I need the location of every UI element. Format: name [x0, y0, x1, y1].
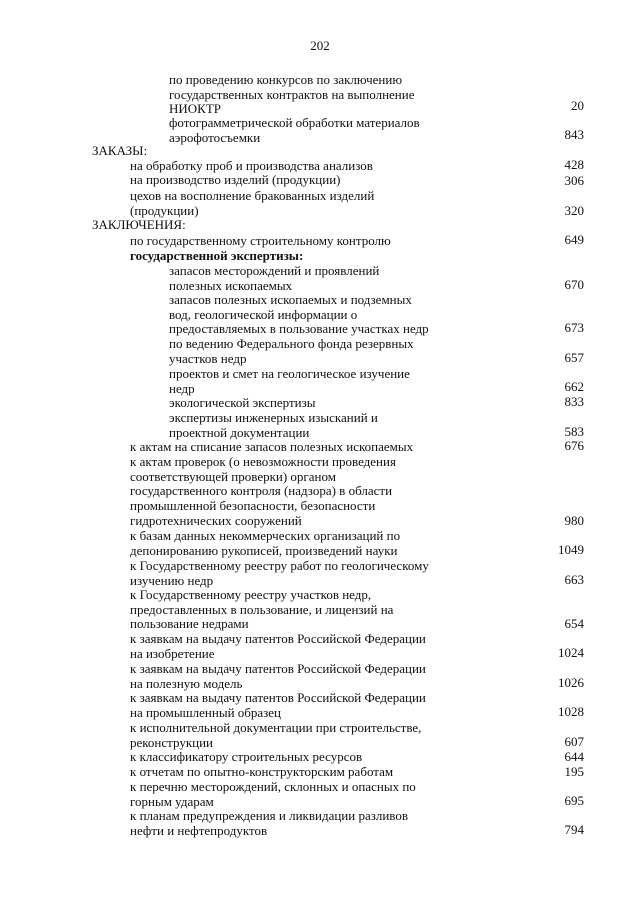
- entry-text-line: пользование недрами: [130, 616, 249, 632]
- entry-text-line: предоставляемых в пользование участках недр: [169, 321, 429, 337]
- entry-page-number: 654: [564, 616, 584, 631]
- entry-page-number: 662: [564, 379, 584, 394]
- entry-text-line: экспертизы инженерных изысканий и: [169, 410, 378, 425]
- entry-text-line: (продукции): [130, 202, 199, 218]
- entry-page-number: 428: [564, 157, 584, 172]
- entry-text-line: по проведению конкурсов по заключению: [169, 72, 403, 87]
- entry-text-line: к базам данных некоммерческих организаций по: [130, 528, 401, 543]
- entry-text-line: недр: [169, 380, 195, 396]
- entry-page-number: 843: [564, 127, 584, 142]
- entry-text-line: предоставленных в пользование, и лицензий на: [130, 601, 394, 617]
- entry-page-number: 663: [564, 572, 584, 587]
- entry-text-line: к Государственному реестру работ по геологическому: [130, 558, 429, 573]
- entry-page-number: 673: [564, 320, 584, 335]
- page-number: 202: [310, 38, 330, 53]
- entry-text-line: депонированию рукописей, произведений науки: [130, 542, 398, 558]
- entry-text-line: к заявкам на выдачу патентов Российской Федерации: [130, 631, 426, 646]
- entry-text-line: запасов месторождений и проявлений: [169, 263, 380, 278]
- entry-text-line: на обработку проб и производства анализов: [130, 158, 373, 173]
- entry-page-number: 980: [564, 513, 584, 528]
- entry-text-line: государственных контрактов на выполнение: [169, 86, 415, 102]
- entry-page-number: 20: [571, 98, 584, 113]
- entry-page-number: 695: [564, 793, 584, 808]
- entry-text-line: проектов и смет на геологическое изучение: [169, 366, 410, 381]
- entry-page-number: 1026: [558, 675, 584, 690]
- entry-text-line: проектной документации: [169, 424, 310, 440]
- entry-text-line: цехов на восполнение бракованных изделий: [130, 188, 375, 203]
- entry-text-line: на изобретение: [130, 645, 215, 661]
- entry-text-line: нефти и нефтепродуктов: [130, 822, 268, 838]
- entry-page-number: 649: [564, 232, 584, 247]
- entry-text-line: к заявкам на выдачу патентов Российской Федерации: [130, 690, 426, 705]
- entry-page-number: 306: [564, 173, 584, 188]
- entry-page-number: 1049: [558, 542, 584, 557]
- entry-text-line: гидротехнических сооружений: [130, 512, 302, 528]
- entry-text-line: фотограмметрической обработки материалов: [169, 115, 420, 130]
- entry-text-line: к исполнительной документации при строительстве,: [130, 720, 422, 735]
- entry-text-line: по ведению Федерального фонда резервных: [169, 336, 414, 351]
- entry-text-line: к перечню месторождений, склонных и опасных по: [130, 779, 416, 794]
- entry-text-line: государственного контроля (надзора) в области: [130, 483, 393, 499]
- entry-text-line: к отчетам по опытно-конструкторским работам: [130, 764, 394, 779]
- entry-page-number: 833: [564, 394, 584, 409]
- entry-text-line: к актам на списание запасов полезных ископаемых: [130, 439, 414, 454]
- entry-text-line: к планам предупреждения и ликвидации разливов: [130, 808, 408, 823]
- entry-text-line: на полезную модель: [130, 675, 243, 691]
- entry-page-number: 657: [564, 350, 584, 365]
- entry-text-line: на промышленный образец: [130, 704, 282, 720]
- entry-text-line: на производство изделий (продукции): [130, 172, 341, 187]
- entry-text-line: НИОКТР: [169, 101, 222, 117]
- entry-text-line: по государственному строительному контролю: [130, 233, 391, 248]
- entry-text-line: изучению недр: [130, 572, 214, 588]
- entry-text-line: к актам проверок (о невозможности проведения: [130, 454, 396, 469]
- entry-text-line: горным ударам: [130, 793, 214, 809]
- entry-page-number: 670: [564, 277, 584, 292]
- entry-page-number: 1028: [558, 704, 584, 719]
- entry-text-line: полезных ископаемых: [169, 277, 293, 293]
- entry-page-number: 1024: [558, 645, 584, 660]
- entry-text-line: к классификатору строительных ресурсов: [130, 749, 363, 764]
- entry-page-number: 794: [564, 822, 584, 837]
- entry-text-line: соответствующей проверки) органом: [130, 468, 336, 484]
- entry-text-line: вод, геологической информации о: [169, 306, 358, 322]
- entry-page-number: 320: [564, 203, 584, 218]
- entry-text-line: аэрофотосъемки: [169, 129, 261, 145]
- entry-page-number: 607: [564, 734, 584, 749]
- entry-page-number: 644: [564, 749, 584, 764]
- entry-page-number: 676: [564, 438, 584, 453]
- entry-text-line: экологической экспертизы: [169, 395, 316, 410]
- entry-text-line: государственной экспертизы:: [130, 248, 304, 263]
- entry-text-line: промышленной безопасности, безопасности: [130, 498, 376, 514]
- entry-text-line: ЗАКЛЮЧЕНИЯ:: [92, 217, 186, 232]
- entry-text-line: запасов полезных ископаемых и подземных: [169, 292, 412, 307]
- entry-text-line: к заявкам на выдачу патентов Российской Федерации: [130, 661, 426, 676]
- entry-text-line: к Государственному реестру участков недр,: [130, 587, 372, 602]
- entry-page-number: 195: [564, 764, 584, 779]
- entry-page-number: 583: [564, 424, 584, 439]
- entry-text-line: участков недр: [169, 350, 247, 366]
- entry-text-line: реконструкции: [130, 734, 214, 750]
- entry-text-line: ЗАКАЗЫ:: [92, 143, 148, 158]
